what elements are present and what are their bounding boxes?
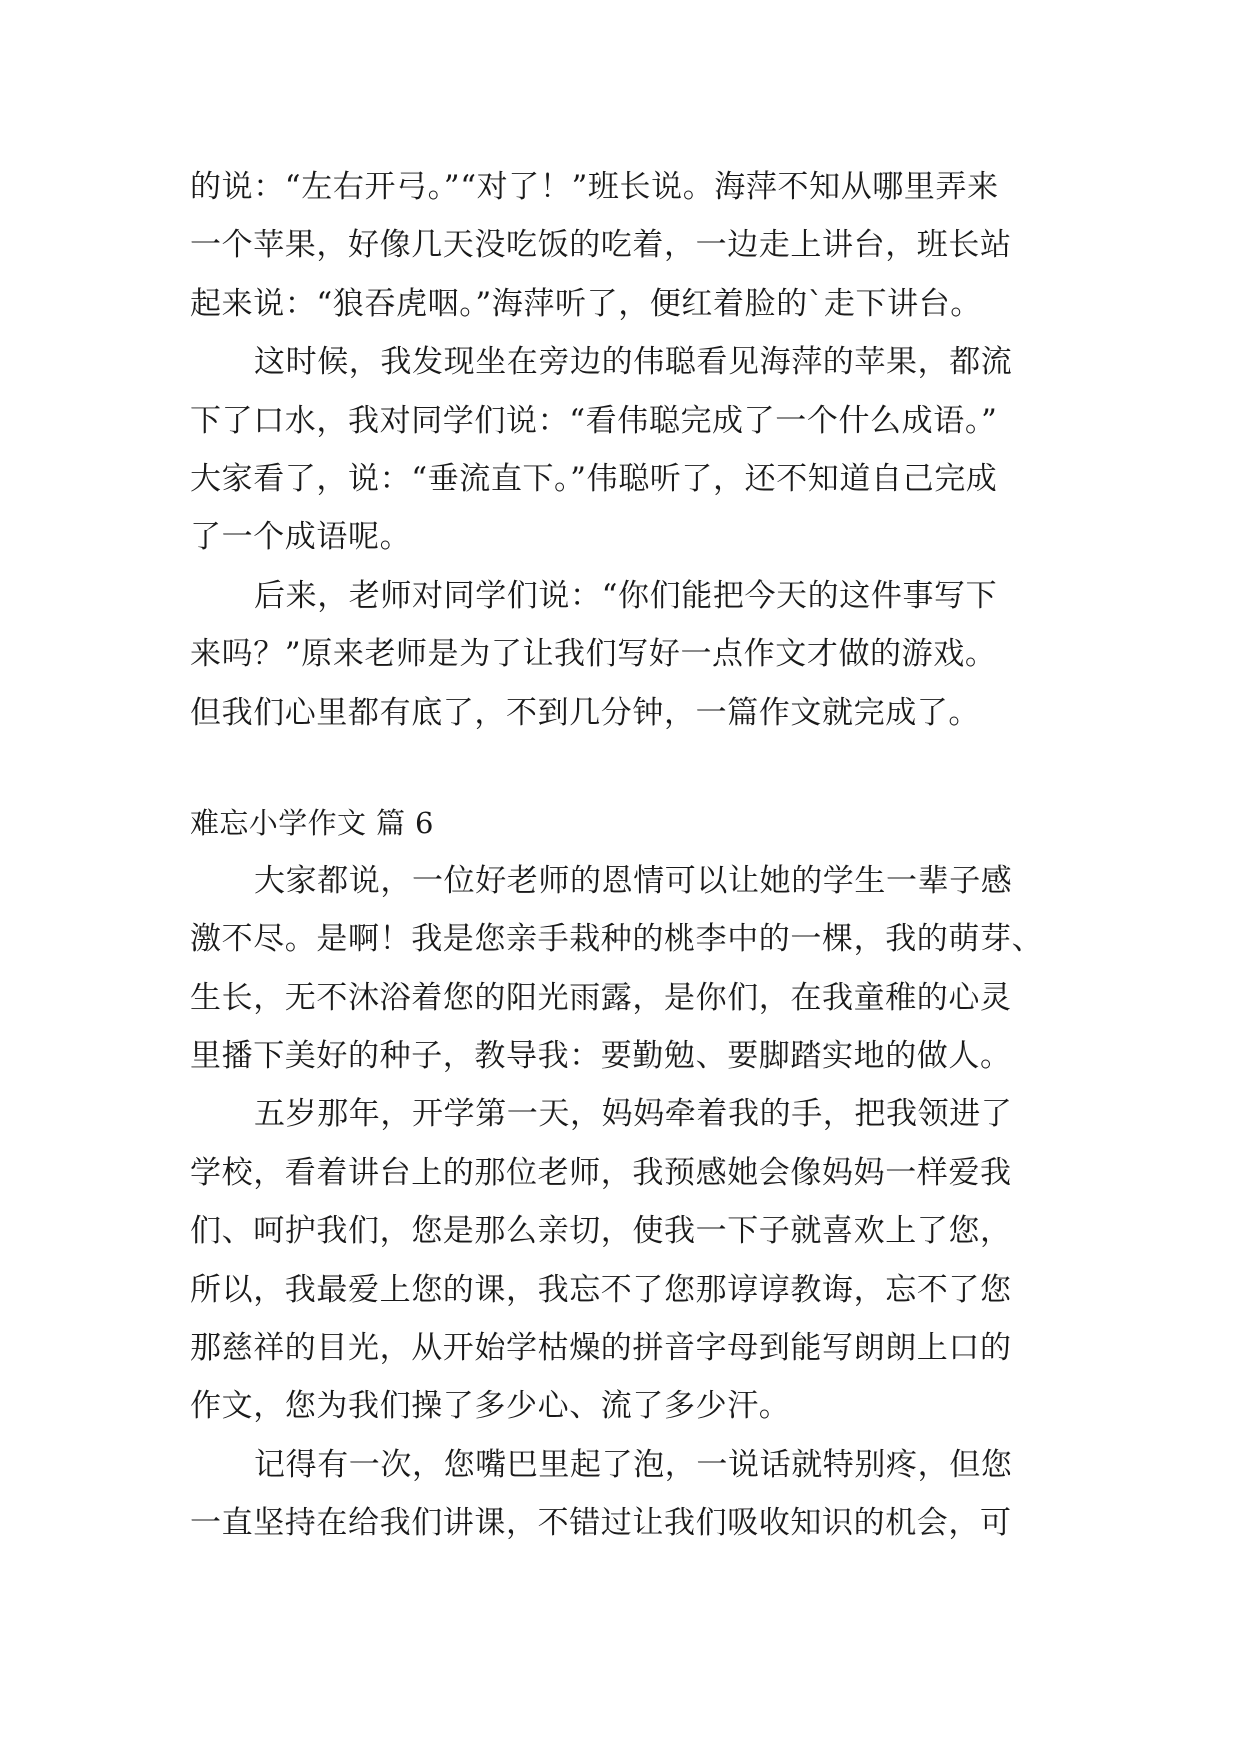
text-line: 后来，老师对同学们说：“你们能把今天的这件事写下 [254, 577, 998, 614]
text-line: 生长，无不沐浴着您的阳光雨露，是你们，在我童稚的心灵 [190, 979, 1012, 1016]
text-line: 激不尽。是啊！我是您亲手栽种的桃李中的一棵，我的萌芽、 [190, 921, 1044, 958]
text-line: 大家都说，一位好老师的恩情可以让她的学生一辈子感 [254, 862, 1013, 899]
text-line: 但我们心里都有底了，不到几分钟，一篇作文就完成了。 [190, 694, 980, 731]
text-line: 里播下美好的种子，教导我：要勤勉、要脚踏实地的做人。 [190, 1038, 1012, 1075]
text-line: 们、呵护我们，您是那么亲切，使我一下子就喜欢上了您， [190, 1213, 1012, 1250]
paragraph [190, 1085, 1070, 1435]
text-line: 一直坚持在给我们讲课，不错过让我们吸收知识的机会，可 [190, 1505, 1012, 1542]
section-spacer [190, 742, 1070, 794]
text-line: 下了口水，我对同学们说：“看伟聪完成了一个什么成语。” [190, 402, 998, 439]
text-line: 五岁那年，开学第一天，妈妈牵着我的手，把我领进了 [254, 1096, 1013, 1133]
paragraph [190, 852, 1070, 1086]
paragraph [190, 1436, 1070, 1553]
text-line: 记得有一次，您嘴巴里起了泡，一说话就特别疼，但您 [254, 1446, 1013, 1483]
text-line: 来吗？”原来老师是为了让我们写好一点作文才做的游戏。 [190, 636, 997, 673]
paragraph [190, 333, 1070, 567]
text-line: 起来说：“狼吞虎咽。”海萍听了，便红着脸的`走下讲台。 [190, 285, 982, 322]
paragraph [190, 158, 1070, 333]
document-body [190, 158, 1070, 1553]
text-line: 的说：“左右开弓。”“对了！”班长说。海萍不知从哪里弄来 [190, 169, 999, 205]
text-line: 学校，看着讲台上的那位老师，我预感她会像妈妈一样爱我 [190, 1154, 1012, 1191]
text-line: 大家看了，说：“垂流直下。”伟聪听了，还不知道自己完成 [190, 460, 998, 497]
text-line: 这时候，我发现坐在旁边的伟聪看见海萍的苹果，都流 [254, 344, 1013, 381]
paragraph [190, 567, 1070, 742]
text-line: 那慈祥的目光，从开始学枯燥的拼音字母到能写朗朗上口的 [190, 1330, 1012, 1367]
text-line: 所以，我最爱上您的课，我忘不了您那谆谆教诲，忘不了您 [190, 1271, 1012, 1308]
section-heading: 难忘小学作文 篇 6 [190, 805, 434, 840]
text-line: 作文，您为我们操了多少心、流了多少汗。 [190, 1388, 791, 1425]
text-line: 了一个成语呢。 [190, 519, 412, 556]
text-line: 一个苹果，好像几天没吃饭的吃着，一边走上讲台，班长站 [190, 227, 1012, 264]
